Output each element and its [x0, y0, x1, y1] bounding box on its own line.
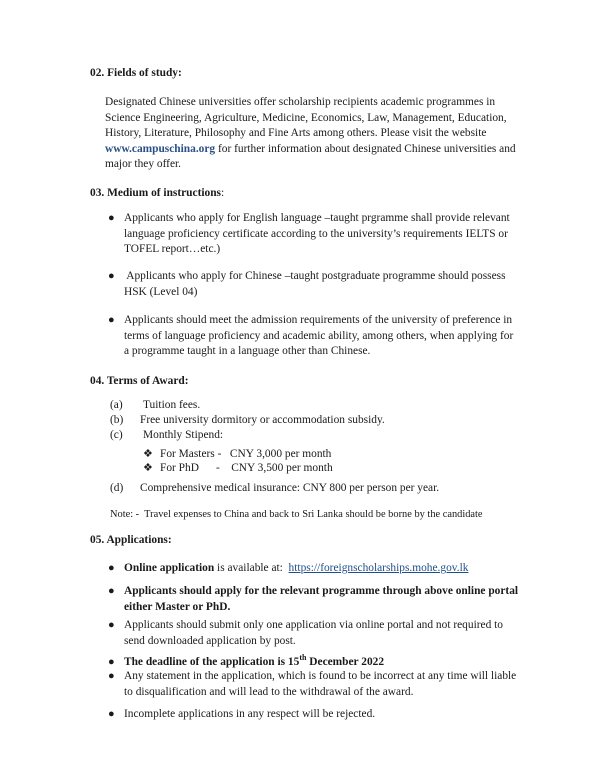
bullet-icon: ● — [108, 314, 115, 326]
bullet-line: Applicants who apply for Chinese –taught postgraduate programme should possess — [124, 270, 506, 282]
bullet-text: Incomplete applications in any respect will be rejected. — [124, 708, 376, 720]
bullet-line: send downloaded application by post. — [124, 634, 296, 647]
bullet-text — [124, 669, 530, 700]
bullet-icon: ● — [108, 270, 115, 282]
online-portal-link[interactable]: https://foreignscholarships.mohe.gov.lk — [288, 562, 469, 574]
bullet-line: HSK (Level 04) — [124, 285, 198, 298]
bullet-line: Any statement in the application, which is found to be incorrect at any time will liable — [124, 670, 517, 682]
diamond-bullet-icon: ❖ — [143, 448, 153, 460]
stipend-text: For PhD - CNY 3,500 per month — [160, 462, 333, 474]
deadline-superscript: th — [299, 653, 307, 663]
bullet-icon: ● — [108, 212, 115, 224]
bullet-line: Applicants should submit only one application via online portal and not required to — [124, 619, 503, 631]
fields-paragraph — [105, 95, 530, 173]
bullet-icon: ● — [108, 585, 115, 597]
bullet-line: Applicants who apply for English language –taught prgramme shall provide relevant — [124, 212, 510, 224]
bullet-line: TOFEL report…etc.) — [124, 243, 221, 256]
bullet-icon: ● — [108, 670, 115, 682]
bullet-icon: ● — [108, 562, 115, 574]
deadline-date: December 2022 — [306, 656, 385, 668]
section-heading-applications: 05. Applications: — [90, 534, 172, 546]
paragraph-line — [105, 142, 530, 158]
bullet-line: language proficiency certificate according to the university’s requirements IELTS or — [124, 227, 508, 240]
bullet-line: a programme taught in a language other than Chinese. — [124, 345, 371, 358]
deadline-text: The deadline of the application is 15 — [124, 656, 300, 668]
bullet-icon: ● — [108, 708, 115, 720]
bullet-text — [124, 211, 530, 258]
paragraph-line: History, Literature, Philosophy and Fine Arts among others. Please visit the website — [105, 127, 487, 140]
bullet-text — [124, 618, 530, 649]
award-note: Note: - Travel expenses to China and back to Sri Lanka should be borne by the candidate — [110, 509, 483, 520]
bullet-text — [124, 313, 530, 360]
bullet-text — [124, 269, 530, 300]
heading-colon: : — [221, 187, 225, 199]
item-label: (b) — [110, 414, 124, 426]
section-heading-terms-of-award: 04. Terms of Award: — [90, 375, 189, 387]
bullet-icon: ● — [108, 656, 115, 668]
bullet-text — [124, 584, 530, 615]
campuschina-website[interactable]: www.campuschina.org — [105, 142, 216, 155]
item-text: Monthly Stipend: — [143, 429, 224, 441]
bullet-line: Applicants should meet the admission requirements of the university of preference in — [124, 314, 513, 326]
paragraph-line: major they offer. — [105, 158, 182, 171]
stipend-text: For Masters - CNY 3,000 per month — [160, 448, 332, 460]
item-text: Free university dormitory or accommodation subsidy. — [140, 414, 385, 426]
item-text: Tuition fees. — [143, 399, 201, 411]
bullet-text — [124, 561, 530, 577]
diamond-bullet-icon: ❖ — [143, 462, 153, 474]
online-application-text: is available at: — [214, 562, 289, 574]
online-application-label: Online application — [124, 562, 215, 574]
item-label: (c) — [110, 429, 123, 441]
paragraph-line-rest: for further information about designated Chinese universities and — [215, 142, 516, 155]
paragraph-line: Designated Chinese universities offer scholarship recipients academic programmes in — [105, 96, 496, 108]
item-text: Comprehensive medical insurance: CNY 800 per person per year. — [140, 482, 440, 494]
item-label: (d) — [110, 482, 124, 494]
heading-text: 03. Medium of instructions — [90, 187, 221, 199]
bullet-icon: ● — [108, 619, 115, 631]
bullet-line: terms of language proficiency and academic ability, among others, when applying for — [124, 329, 514, 342]
bullet-line: either Master or PhD. — [124, 600, 231, 613]
bullet-line: to disqualification and will lead to the withdrawal of the award. — [124, 685, 414, 698]
section-heading-medium-of-instructions — [90, 186, 224, 202]
paragraph-line: Science Engineering, Agriculture, Medicine, Economics, Law, Management, Education, — [105, 111, 507, 124]
section-heading-fields-of-study: 02. Fields of study: — [90, 67, 182, 79]
bullet-line: Applicants should apply for the relevant programme through above online portal — [124, 585, 519, 597]
item-label: (a) — [110, 399, 123, 411]
